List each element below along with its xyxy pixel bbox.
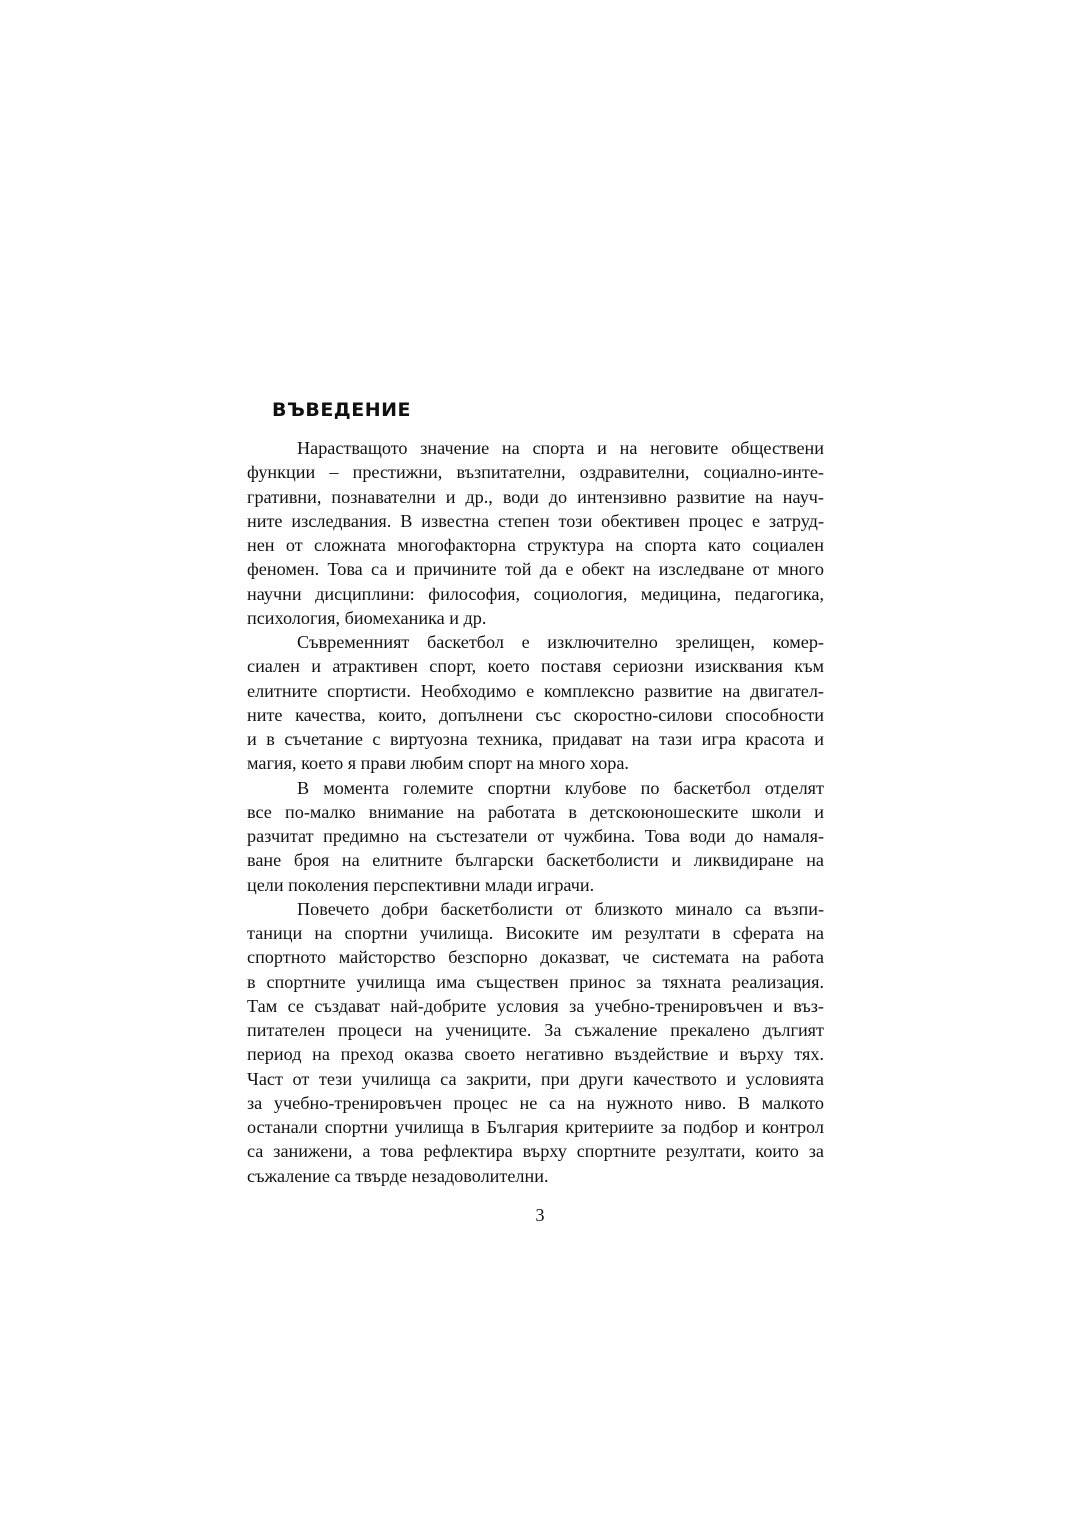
text-line: цели поколения перспективни млади играчи. xyxy=(247,874,595,895)
text-line: сиален и атрактивен спорт, което поставя сериозни изисквания към xyxy=(247,656,824,677)
text-line: феномен. Това са и причините той да е обект на изследване от много xyxy=(247,559,824,580)
text-line: разчитат предимно на състезатели от чужбина. Това води до намаля- xyxy=(247,826,824,846)
text-line: в спортните училища има съществен принос за тяхната реализация. xyxy=(247,971,824,992)
paragraph xyxy=(247,436,824,630)
text-line: питателен процеси на учениците. За съжаление прекалено дългият xyxy=(247,1020,824,1040)
paragraph xyxy=(247,776,824,897)
paragraph xyxy=(247,897,824,1188)
text-line: Нарастващото значение на спорта и на неговите обществени xyxy=(297,438,824,458)
text-line: ните качества, които, допълнени със скоростно-силови способности xyxy=(247,704,824,725)
text-line: В момента големите спортни клубове по баскетбол отделят xyxy=(297,777,824,798)
text-line: психология, биомеханика и др. xyxy=(247,607,487,628)
text-line: Съвременният баскетбол е изключително зрелищен, комер- xyxy=(297,632,824,652)
page-number: 3 xyxy=(535,1205,545,1225)
text-line: съжаление са твърде незадоволителни. xyxy=(247,1165,549,1186)
text-line: таници на спортни училища. Високите им резултати в сферата на xyxy=(247,923,824,943)
text-line: са занижени, а това рефлектира върху спортните резултати, които за xyxy=(247,1141,824,1162)
text-line: останали спортни училища в България критериите за подбор и контрол xyxy=(247,1117,824,1137)
text-line: за учебно-тренировъчен процес не са на нужното ниво. В малкото xyxy=(247,1092,824,1113)
text-line: гративни, познавателни и др., води до интензивно развитие на науч- xyxy=(247,486,824,507)
text-line: и в съчетание с виртуозна техника, придават на тази игра красота и xyxy=(247,729,824,749)
text-line: Там се създават най-добрите условия за учебно-тренировъчен и въз- xyxy=(247,995,824,1016)
text-line: ване броя на елитните български баскетболисти и ликвидиране на xyxy=(247,850,824,871)
text-line: Част от тези училища са закрити, при други качеството и условията xyxy=(247,1068,824,1089)
text-line: период на преход оказва своето негативно въздействие и върху тях. xyxy=(247,1044,824,1065)
text-line: Повечето добри баскетболисти от близкото минало са възпи- xyxy=(297,898,824,919)
text-line: елитните спортисти. Необходимо е комплексно развитие на двигател- xyxy=(247,680,824,701)
paragraph xyxy=(247,630,824,776)
text-line: нен от сложната многофакторна структура на спорта като социален xyxy=(247,535,824,555)
text-line: ните изследвания. В известна степен този обективен процес е затруд- xyxy=(247,510,824,531)
text-line: спортното майсторство безспорно доказват, че системата на работа xyxy=(247,947,824,968)
section-heading: ВЪВЕДЕНИЕ xyxy=(272,399,411,421)
text-line: все по-малко внимание на работата в детскоюношеските школи и xyxy=(247,801,824,822)
text-line: функции – престижни, възпитателни, оздравителни, социално-инте- xyxy=(247,462,824,483)
text-line: научни дисциплини: философия, социология, медицина, педагогика, xyxy=(247,583,824,604)
text-line: магия, което я прави любим спорт на много хора. xyxy=(247,753,629,774)
body-text xyxy=(247,436,824,1188)
